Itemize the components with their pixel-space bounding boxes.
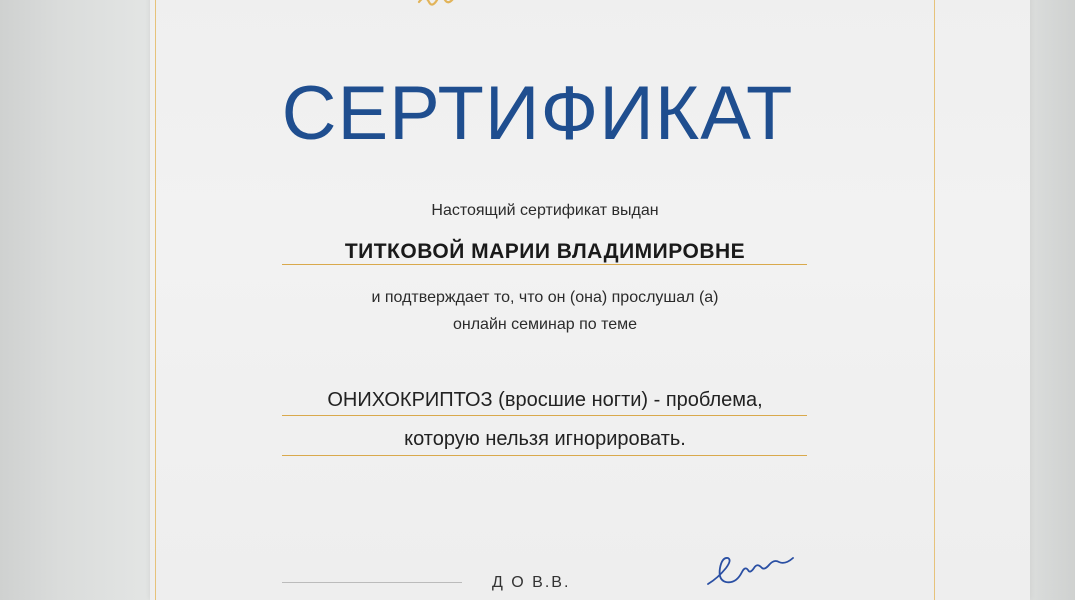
signature-mark: [700, 550, 830, 590]
seminar-topic-line1: ОНИХОКРИПТОЗ (вросшие ногти) - проблема,: [327, 389, 763, 411]
seminar-topic-line2: которую нельзя игнорировать.: [404, 428, 686, 450]
certificate-title: СЕРТИФИКАТ: [281, 71, 794, 156]
issued-text: Настоящий сертификат выдан: [431, 202, 659, 219]
logo-script-mark: [415, 0, 470, 12]
confirm-text-line2: онлайн семинар по теме: [452, 316, 638, 333]
signer-name: Д О В.В.: [492, 574, 571, 591]
confirm-text-line1: и подтверждает то, что он (она) прослушал (а): [371, 289, 719, 306]
topic-underline-1: [282, 415, 807, 416]
topic-underline-2: [282, 455, 807, 456]
recipient-name: ТИТКОВОЙ МАРИИ ВЛАДИМИРОВНЕ: [344, 240, 746, 263]
recipient-underline: [282, 264, 807, 265]
signature-line: [282, 582, 462, 583]
